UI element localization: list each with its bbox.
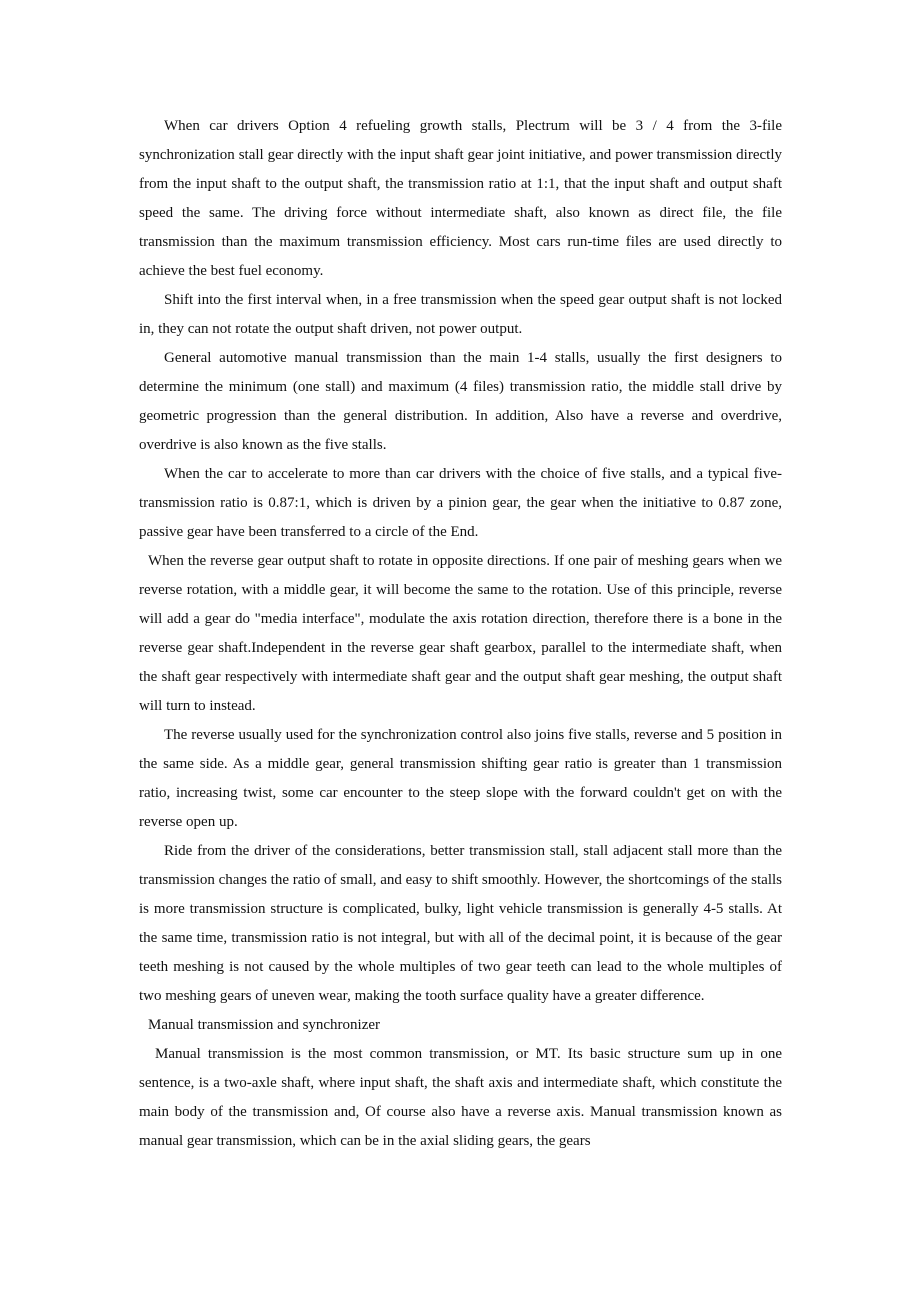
section-heading: Manual transmission and synchronizer [148, 1017, 381, 1033]
paragraph-fifth-gear: When the car to accelerate to more than car drivers with the choice of five stalls, and a typical five-transmission ratio is 0.87:1, which is driven by a pinion gear, the gear when the initiative to 0.87 zone, passive gear have been transferred to a circle of the End. [139, 466, 782, 540]
document-page [139, 112, 782, 1156]
paragraph-reverse-sync: The reverse usually used for the synchronization control also joins five stalls, reverse and 5 position in the same side. As a middle gear, general transmission shifting gear ratio is greater than 1 transmission ratio, increasing twist, some car encounter to the steep slope with the forward couldn't get on with the reverse open up. [139, 727, 782, 830]
paragraph-manual-transmission: Manual transmission is the most common transmission, or MT. Its basic structure sum up in one sentence, is a two-axle shaft, where input shaft, the shaft axis and intermediate shaft, which constitute the main body of the transmission and, Of course also have a reverse axis. Manual transmission known as manual gear transmission, which can be in the axial sliding gears, the gears [139, 1046, 782, 1149]
paragraph-direct-gear: When car drivers Option 4 refueling growth stalls, Plectrum will be 3 / 4 from the 3-file synchronization stall gear directly with the input shaft gear joint initiative, and power transmission directly from the input shaft to the output shaft, the transmission ratio at 1:1, that the input shaft and output shaft speed the same. The driving force without intermediate shaft, also known as direct file, the file transmission than the maximum transmission efficiency. Most cars run-time files are used directly to achieve the best fuel economy. [139, 118, 782, 279]
paragraph-reverse-gear: When the reverse gear output shaft to rotate in opposite directions. If one pair of meshing gears when we reverse rotation, with a middle gear, it will become the same to the rotation. Use of this principle, reverse will add a gear do "media interface", modulate the axis rotation direction, therefore there is a bone in the reverse gear shaft.Independent in the reverse gear shaft gearbox, parallel to the intermediate shaft, when the shaft gear respectively with intermediate shaft gear and the output shaft gear meshing, the output shaft will turn to instead. [139, 553, 782, 714]
paragraph-first-interval: Shift into the first interval when, in a free transmission when the speed gear output shaft is not locked in, they can not rotate the output shaft driven, not power output. [139, 292, 782, 337]
paragraph-gear-ratios: General automotive manual transmission than the main 1-4 stalls, usually the first designers to determine the minimum (one stall) and maximum (4 files) transmission ratio, the middle stall drive by geometric progression than the general distribution. In addition, Also have a reverse and overdrive, overdrive is also known as the five stalls. [139, 350, 782, 453]
paragraph-stall-count: Ride from the driver of the considerations, better transmission stall, stall adjacent stall more than the transmission changes the ratio of small, and easy to shift smoothly. However, the shortcomings of the stalls is more transmission structure is complicated, bulky, light vehicle transmission is generally 4-5 stalls. At the same time, transmission ratio is not integral, but with all of the decimal point, it is because of the gear teeth meshing is not caused by the whole multiples of two gear teeth can lead to the whole multiples of two meshing gears of uneven wear, making the tooth surface quality have a greater difference. [139, 843, 782, 1004]
